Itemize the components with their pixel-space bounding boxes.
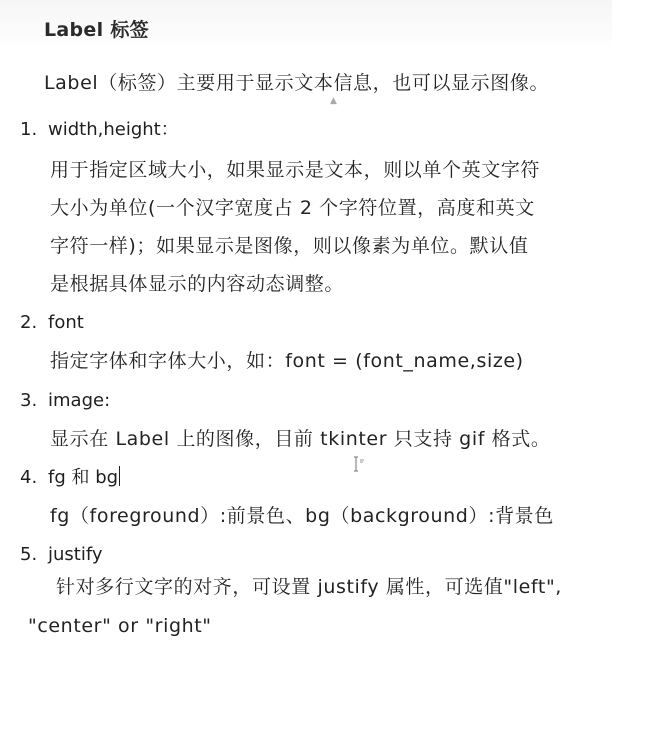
- caret-mark-icon: ▲: [330, 96, 337, 106]
- section-2-heading: [20, 311, 84, 335]
- text-cursor-icon: [352, 456, 366, 472]
- intro-text: Label（标签）主要用于显示文本信息，也可以显示图像。: [44, 72, 550, 94]
- section-5-line-2: "center" or "right": [28, 615, 212, 637]
- section-5-title: justify: [48, 544, 103, 565]
- section-1-heading: [20, 118, 179, 142]
- section-2-title: font: [48, 312, 84, 333]
- section-1-number: 1.: [20, 119, 38, 140]
- section-4-title: fg 和 bg: [48, 467, 119, 488]
- section-2-line-1: 指定字体和字体大小，如：font = (font_name,size): [50, 350, 524, 372]
- section-4-line-1: fg（foreground）:前景色、bg（background）:背景色: [50, 505, 554, 527]
- section-1-line-1: 用于指定区域大小，如果显示是文本，则以单个英文字符: [50, 159, 541, 181]
- section-3-heading: [20, 389, 110, 413]
- section-5-heading: [20, 543, 103, 567]
- section-1-line-3: 字符一样)；如果显示是图像，则以像素为单位。默认值: [50, 235, 529, 257]
- section-3-number: 3.: [20, 390, 38, 411]
- section-1-line-2: 大小为单位(一个汉字宽度占 2 个字符位置，高度和英文: [50, 197, 535, 219]
- section-2-number: 2.: [20, 312, 38, 333]
- section-4-number: 4.: [20, 467, 38, 488]
- section-5-line-1: 针对多行文字的对齐，可设置 justify 属性，可选值"left",: [56, 576, 562, 598]
- section-5-number: 5.: [20, 544, 38, 565]
- section-4-heading: [20, 466, 120, 490]
- section-1-line-4: 是根据具体显示的内容动态调整。: [50, 273, 345, 295]
- page-title: Label 标签: [44, 19, 149, 41]
- section-3-title: image:: [48, 390, 111, 411]
- section-3-line-1: 显示在 Label 上的图像，目前 tkinter 只支持 gif 格式。: [50, 428, 551, 450]
- text-caret: [119, 466, 120, 486]
- section-1-title: width,height：: [48, 119, 179, 140]
